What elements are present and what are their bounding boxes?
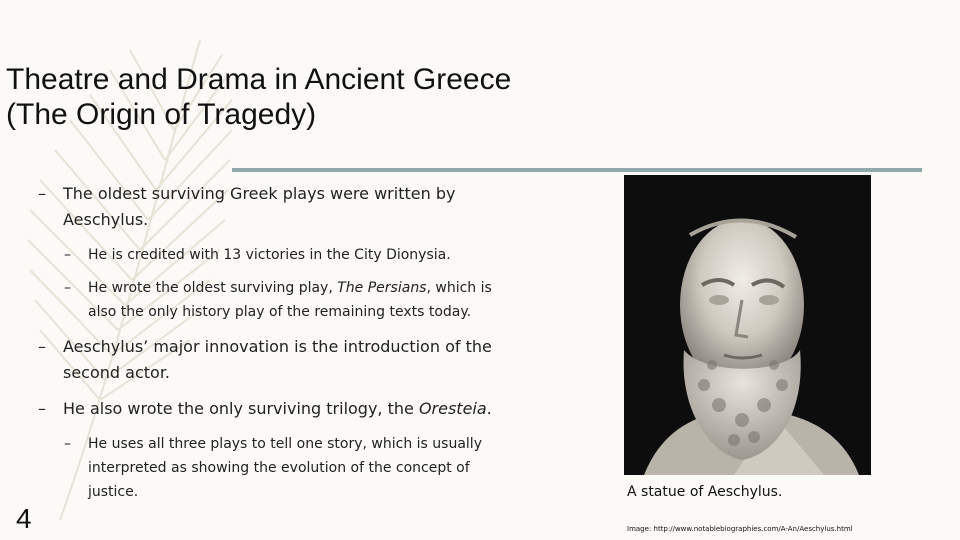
- aeschylus-statue-image: [624, 175, 871, 475]
- bullet-text: The oldest surviving Greek plays were written by Aeschylus.: [63, 184, 456, 229]
- bullet-item-1: [38, 181, 508, 233]
- image-credit: Image: http://www.notablebiographies.com/A-An/Aeschylus.html: [627, 525, 853, 533]
- bullet-text-part: , which is also the only history play of the remaining texts today.: [88, 280, 492, 320]
- bullet-text: He uses all three plays to tell one story, which is usually interpreted as showing the evolution of the concept of justice.: [88, 436, 482, 500]
- bullet-text-part: He also wrote the only surviving trilogy, the: [63, 399, 419, 418]
- slide-title-line-1: Theatre and Drama in Ancient Greece: [6, 63, 512, 96]
- title-divider: [232, 168, 922, 172]
- bullet-dash: –: [38, 337, 46, 356]
- slide-title-line-2: (The Origin of Tragedy): [6, 98, 317, 131]
- bullet-subitem-3: [64, 432, 514, 504]
- bullet-subitem-2: [64, 276, 514, 324]
- bullet-text: [38, 396, 508, 422]
- play-title: Oresteia: [418, 399, 487, 418]
- bullet-text: Aeschylus’ major innovation is the introduction of the second actor.: [63, 337, 492, 382]
- bullet-dash: –: [64, 280, 71, 296]
- bullet-text-part: He wrote the oldest surviving play,: [88, 280, 338, 296]
- bullet-dash: –: [64, 436, 71, 452]
- bullet-item-2: [38, 334, 508, 386]
- slide-title: [6, 62, 606, 132]
- bullet-subitem-1: [64, 243, 514, 267]
- bullet-text-part: .: [486, 399, 492, 418]
- bullet-item-3: [38, 396, 508, 422]
- image-caption: A statue of Aeschylus.: [627, 484, 783, 500]
- bullet-dash: –: [64, 247, 71, 263]
- bullet-text: [64, 276, 514, 324]
- bullet-dash: –: [38, 399, 46, 418]
- bullet-text: He is credited with 13 victories in the City Dionysia.: [88, 247, 451, 263]
- page-number: 4: [16, 503, 32, 534]
- play-title: The Persians: [337, 280, 427, 296]
- bullet-dash: –: [38, 184, 46, 203]
